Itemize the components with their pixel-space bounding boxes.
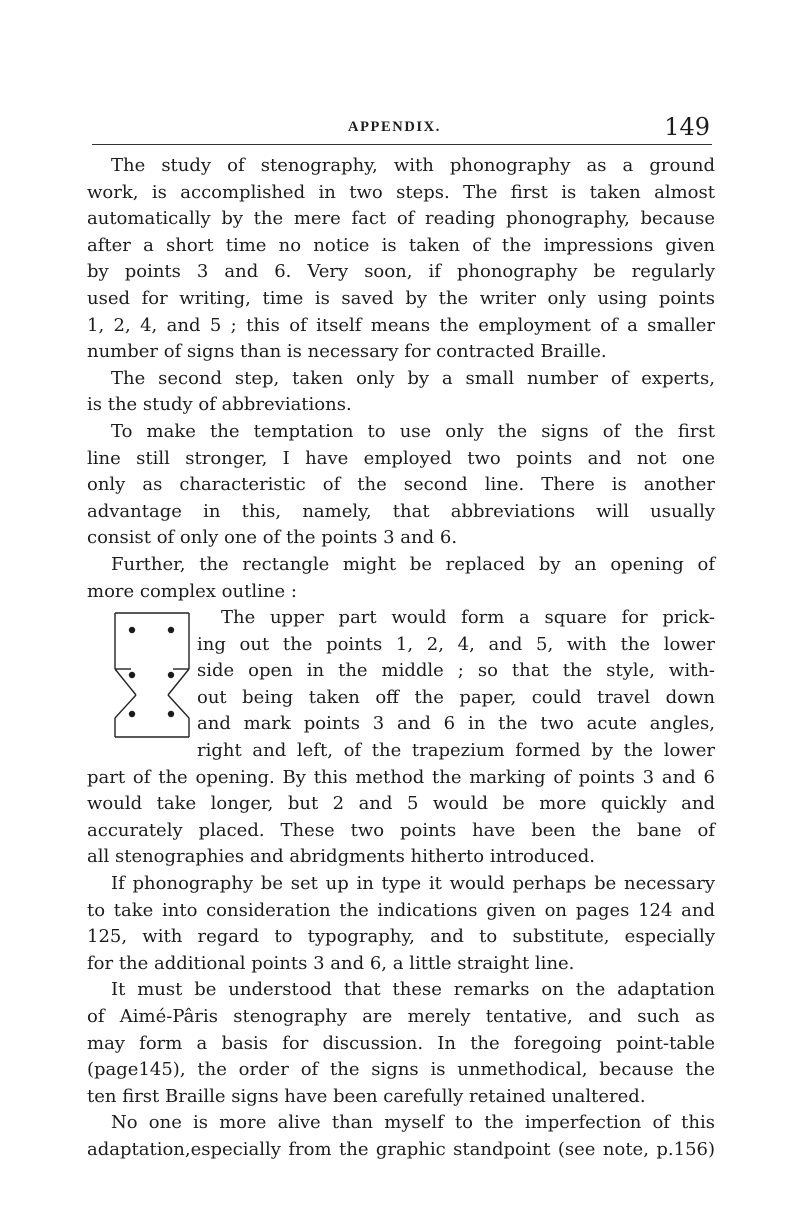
text-line: The study of stenography, with phonography as a ground (111, 155, 715, 176)
text-line: is the study of abbreviations. (87, 394, 352, 416)
text-line: and mark points 3 and 6 in the two acute angles, (197, 713, 715, 735)
paragraph-7 (87, 977, 715, 1110)
braille-dot-6 (168, 711, 174, 717)
text-line: more complex outline : (87, 580, 297, 602)
braille-dot-1 (129, 627, 135, 633)
text-line: right and left, of the trapezium formed by the lower (197, 740, 715, 762)
paragraph-3 (87, 419, 715, 552)
paragraph-6 (87, 871, 715, 977)
text-line: (page145), the order of the signs is unmethodical, because the (87, 1059, 715, 1081)
text-line: all stenographies and abridgments hitherto introduced. (87, 846, 595, 868)
text-line: work, is accomplished in two steps. The first is taken almost (87, 181, 715, 203)
text-line: used for writing, time is saved by the writer only using points (87, 287, 715, 309)
text-line: side open in the middle ; so that the style, with- (197, 660, 715, 682)
trapezium-outline-diagram (87, 605, 197, 763)
paragraph-8 (87, 1110, 715, 1163)
text-line: Further, the rectangle might be replaced by an opening of (111, 553, 715, 575)
text-line: automatically by the mere fact of reading phonography, because (87, 208, 715, 230)
text-line: The upper part would form a square for prick- (221, 607, 715, 629)
text-line: accurately placed. These two points have been the bane of (87, 819, 715, 841)
text-line: would take longer, but 2 and 5 would be more quickly and (87, 793, 715, 815)
text-line: ing out the points 1, 2, 4, and 5, with the lower (197, 633, 715, 655)
text-line: The second step, taken only by a small number of experts, (111, 367, 715, 389)
paragraph-2 (87, 366, 715, 419)
text-line: for the additional points 3 and 6, a little straight line. (87, 952, 575, 974)
paragraph-5-continued (87, 765, 715, 871)
text-line: It must be understood that these remarks on the adaptation (111, 979, 715, 1001)
paragraph-1 (87, 153, 715, 366)
text-line: part of the opening. By this method the marking of points 3 and 6 (87, 766, 715, 788)
text-line: line still stronger, I have employed two points and not one (87, 447, 715, 469)
text-line: by points 3 and 6. Very soon, if phonography be regularly (87, 261, 715, 283)
text-line: No one is more alive than myself to the imperfection of this (111, 1112, 715, 1134)
figure-paragraph (87, 605, 715, 765)
header-rule (92, 144, 712, 145)
text-line: only as characteristic of the second line. There is another (87, 474, 715, 496)
braille-dot-4 (168, 627, 174, 633)
text-line: number of signs than is necessary for contracted Braille. (87, 341, 607, 363)
braille-dot-5 (168, 672, 174, 678)
text-line: 125, with regard to typography, and to substitute, especially (87, 926, 715, 948)
text-line: 1, 2, 4, and 5 ; this of itself means the employment of a smaller (87, 314, 715, 336)
braille-dot-2 (129, 672, 135, 678)
text-line: may form a basis for discussion. In the foregoing point-table (87, 1032, 715, 1054)
figure-side-text (197, 605, 715, 765)
text-line: If phonography be set up in type it would perhaps be necessary (111, 873, 715, 895)
text-line: out being taken off the paper, could travel down (197, 686, 715, 708)
text-line: adaptation,especially from the graphic standpoint (see note, p.156) (87, 1138, 715, 1160)
body-text (87, 153, 715, 1164)
braille-dot-3 (129, 711, 135, 717)
text-line: ten first Braille signs have been carefully retained unaltered. (87, 1085, 646, 1107)
text-line: advantage in this, namely, that abbreviations will usually (87, 500, 715, 522)
text-line: to take into consideration the indications given on pages 124 and (87, 899, 715, 921)
running-head: APPENDIX. (348, 119, 441, 135)
text-line: To make the temptation to use only the signs of the first (111, 420, 715, 442)
text-line: after a short time no notice is taken of the impressions given (87, 234, 715, 256)
paragraph-4 (87, 552, 715, 605)
page-number: 149 (664, 113, 710, 141)
braille-opening-figure (87, 605, 197, 763)
page-header (90, 113, 712, 147)
text-line: of Aimé-Pâris stenography are merely tentative, and such as (87, 1006, 715, 1027)
text-line: consist of only one of the points 3 and 6. (87, 527, 458, 549)
